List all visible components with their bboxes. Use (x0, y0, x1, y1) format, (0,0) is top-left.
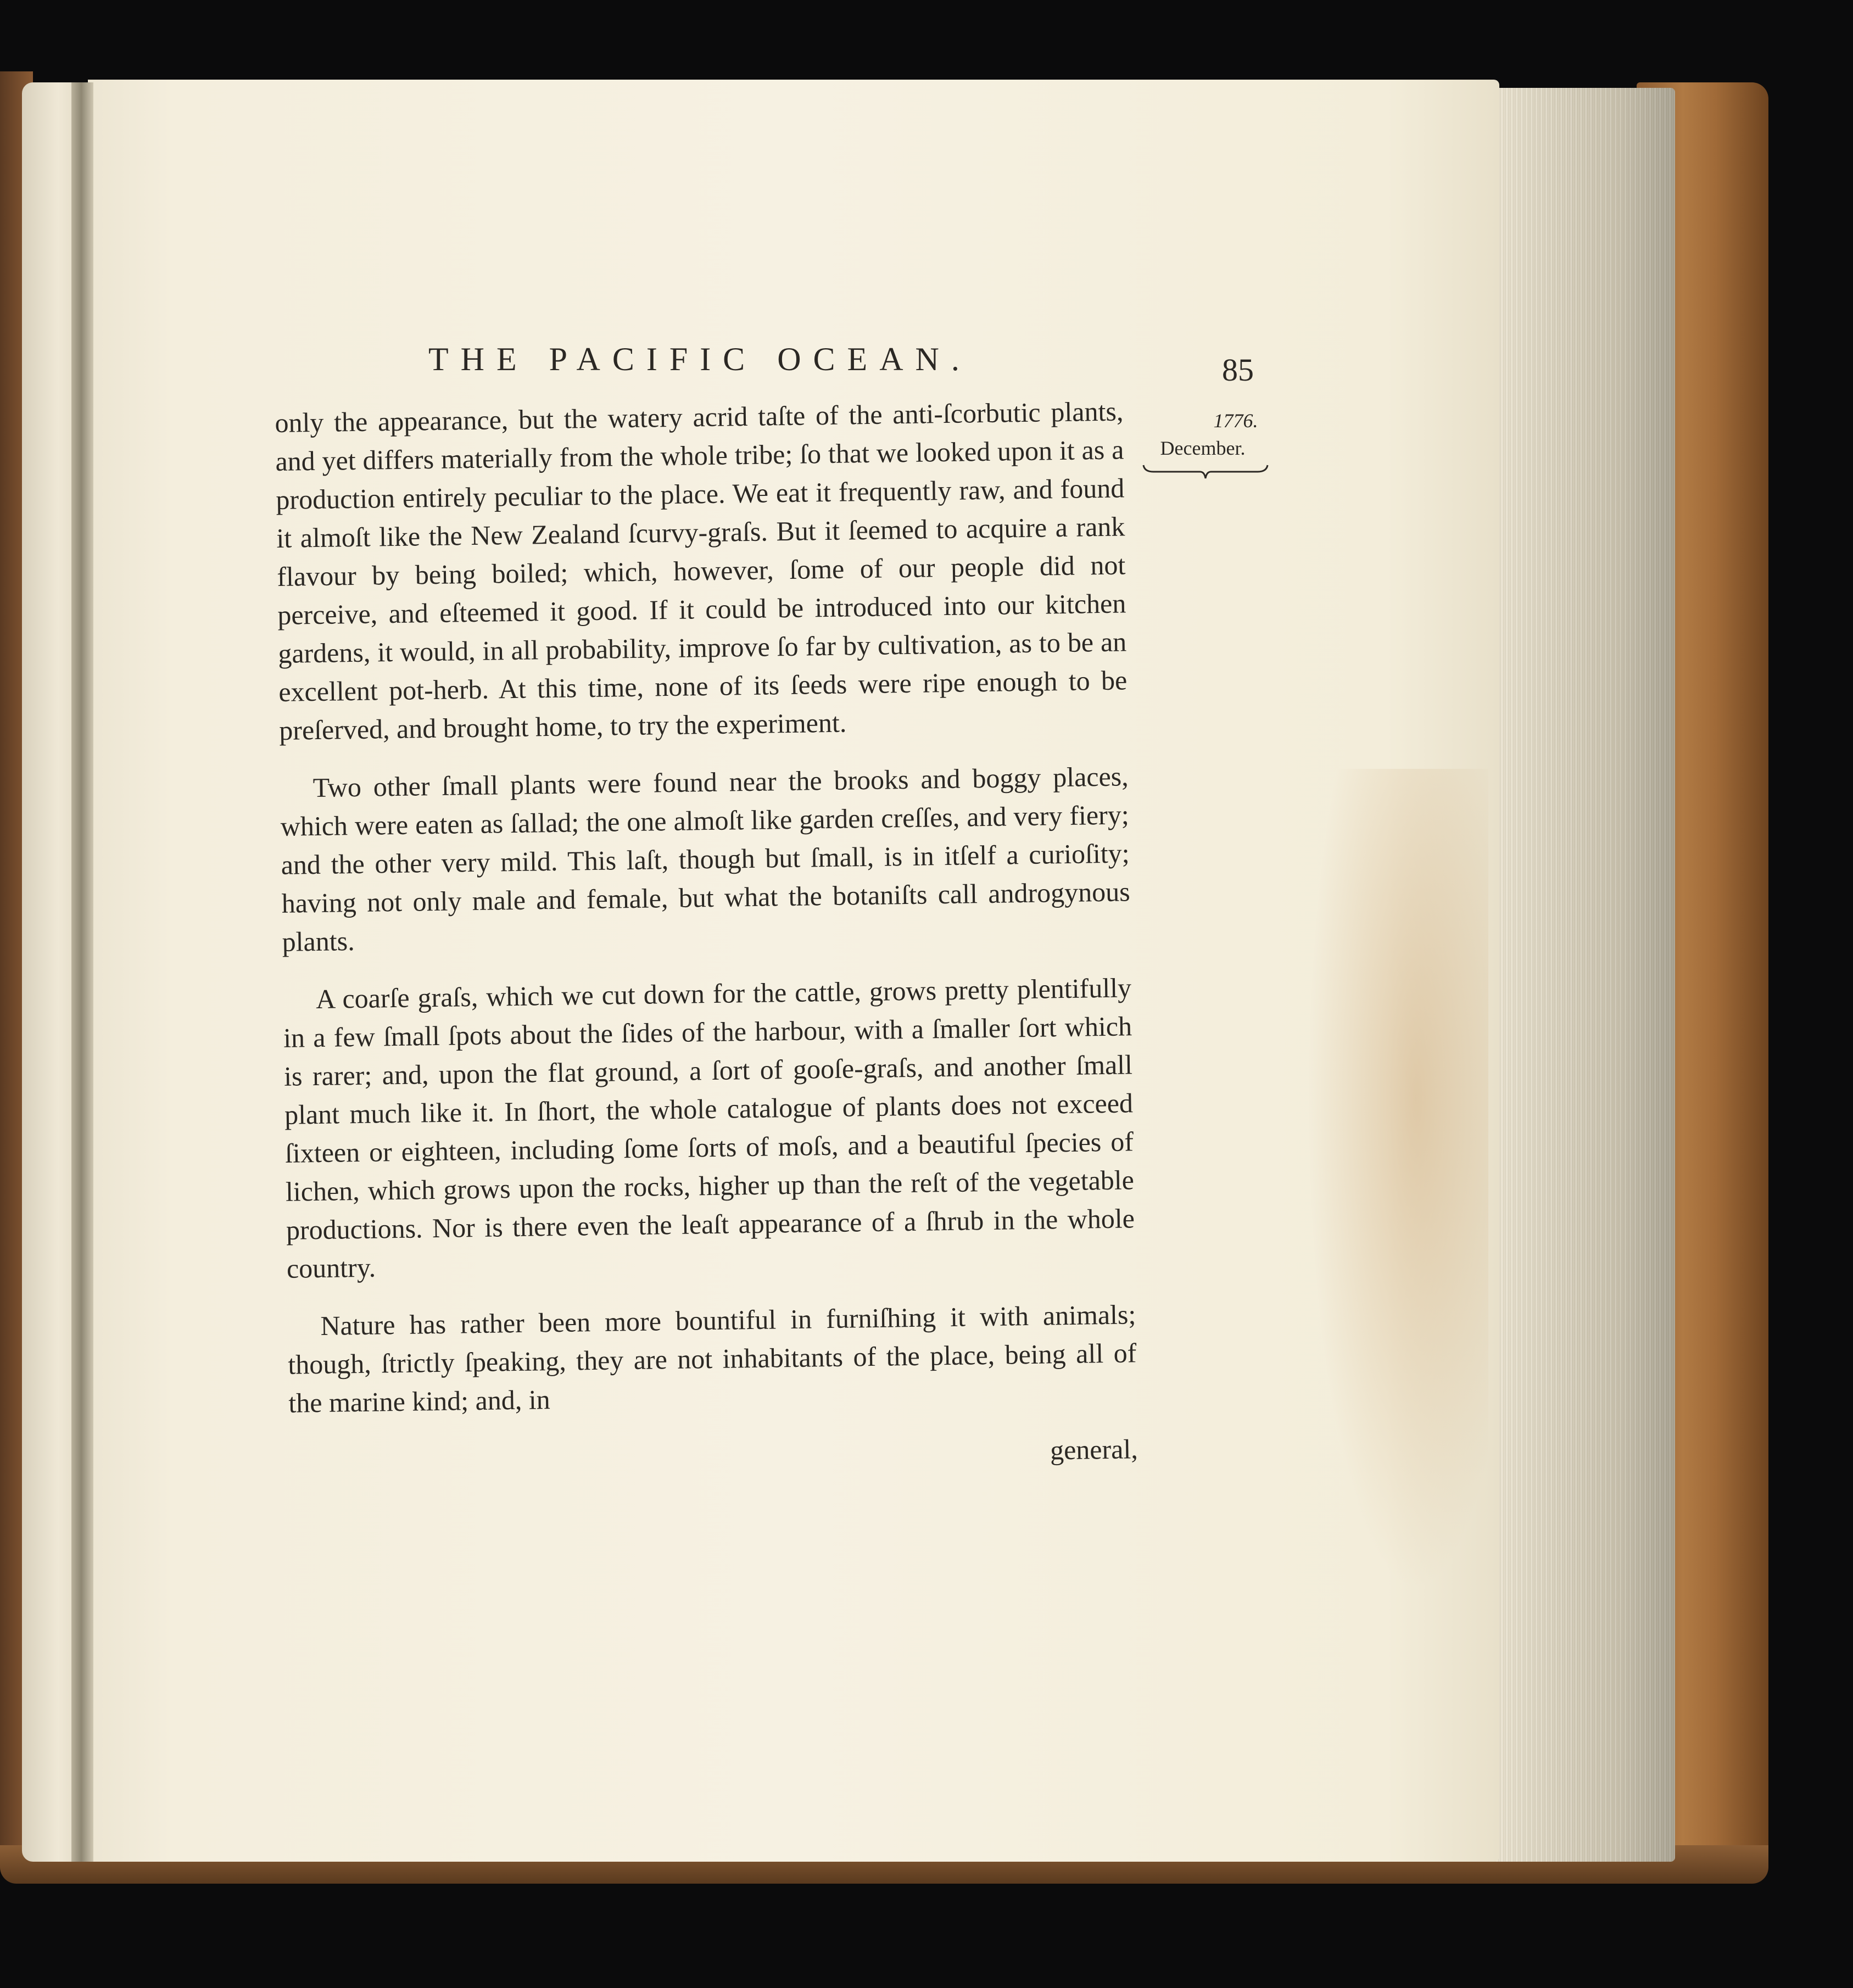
paragraph-1: only the appearance, but the watery acrid taſte of the anti-ſcorbutic plants, and yet differs materially from the whole tribe; ſo that we looked upon it as a production entirely peculiar to the place. We eat it frequently raw, and found it almoſt like the New Zealand ſcurvy-graſs. But it ſeemed to acquire a rank flavour by being boiled; which, however, ſome of our people did not perceive, and eſteemed it good. If it could be introduced into our kitchen gardens, it would, in all probability, improve ſo far by cultivation, as to be an excellent pot-herb. At this time, none of its ſeeds were ripe enough to be preſerved, and brought home, to try the experiment. (275, 395, 1128, 746)
page-number: 85 (1222, 352, 1254, 388)
paragraph-4: Nature has rather been more bountiful in furniſhing it with animals; though, ſtrictly ſpeaking, they are not inhabitants of the place, being all of the marine kind; and, in (288, 1299, 1137, 1419)
marginal-year: 1776. (1213, 410, 1258, 432)
marginal-brace-icon (1142, 464, 1269, 481)
paragraph-2: Two other ſmall plants were found near the brooks and boggy places, which were eaten as ſallad; the one almoſt like garden creſſes, and very fiery; and the other very mild. This laſt, though but ſmall, is in itſelf a curioſity; having not only male and female, but what the botaniſts call androgynous plants. (280, 761, 1130, 957)
running-head: THE PACIFIC OCEAN. (428, 341, 972, 377)
book-gutter (71, 82, 93, 1862)
page-stain (1307, 769, 1488, 1593)
page-block-shade (1494, 88, 1675, 1862)
paragraph-3: A coarſe graſs, which we cut down for the cattle, grows pretty plentifully in a few ſmall ſpots about the ſides of the harbour, with a ſmaller ſort which is rarer; and, upon the flat ground, a ſort of gooſe-graſs, and another ſmall plant much like it. In ſhort, the whole catalogue of plants does not exceed ſixteen or eighteen, including ſome ſorts of moſs, and a beautiful ſpecies of lichen, which grows upon the rocks, higher up than the reſt of the vegetable productions. Nor is there even the leaſt appearance of a ſhrub in the whole country. (283, 972, 1135, 1284)
body-text (275, 392, 1138, 1479)
marginal-month: December. (1160, 437, 1246, 459)
catchword: general, (1050, 1433, 1138, 1466)
